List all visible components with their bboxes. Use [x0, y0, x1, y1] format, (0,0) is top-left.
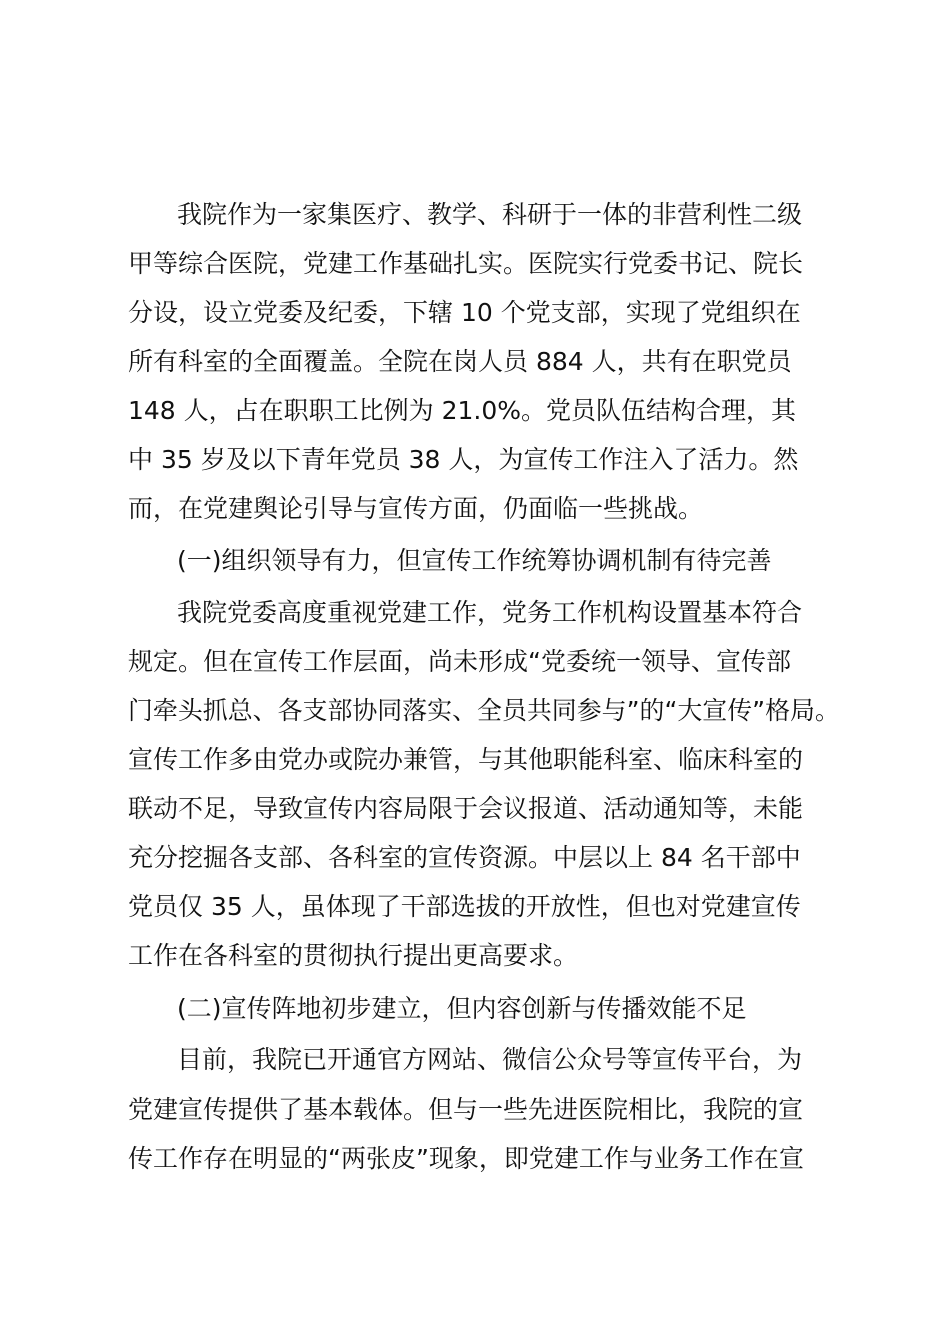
paragraph-2-line-1: 我院党委高度重视党建工作，党务工作机构设置基本符合	[177, 598, 803, 627]
section-heading-2: (二)宣传阵地初步建立，但内容创新与传播效能不足	[177, 994, 747, 1023]
paragraph-1-line-2: 甲等综合医院，党建工作基础扎实。医院实行党委书记、院长	[128, 249, 804, 278]
paragraph-1-line-3: 分设，设立党委及纪委，下辖 10 个党支部，实现了党组织在	[128, 298, 801, 327]
paragraph-2-line-3: 门牵头抓总、各支部协同落实、全员共同参与”的“大宣传”格局。	[128, 696, 840, 725]
paragraph-2-line-6: 充分挖掘各支部、各科室的宣传资源。中层以上 84 名干部中	[128, 843, 801, 872]
paragraph-2-line-5: 联动不足，导致宣传内容局限于会议报道、活动通知等，未能	[128, 794, 804, 823]
paragraph-3-line-2: 党建宣传提供了基本载体。但与一些先进医院相比，我院的宣	[128, 1095, 804, 1124]
paragraph-2-line-7: 党员仅 35 人，虽体现了干部选拔的开放性，但也对党建宣传	[128, 892, 801, 921]
paragraph-1-line-6: 中 35 岁及以下青年党员 38 人，为宣传工作注入了活力。然	[128, 445, 799, 474]
paragraph-2-line-4: 宣传工作多由党办或院办兼管，与其他职能科室、临床科室的	[128, 745, 804, 774]
paragraph-1-line-4: 所有科室的全面覆盖。全院在岗人员 884 人，共有在职党员	[128, 347, 792, 376]
paragraph-1-line-7: 而，在党建舆论引导与宣传方面，仍面临一些挑战。	[128, 494, 704, 523]
paragraph-3-line-1: 目前，我院已开通官方网站、微信公众号等宣传平台，为	[177, 1045, 803, 1074]
paragraph-3-line-3: 传工作存在明显的“两张皮”现象，即党建工作与业务工作在宣	[128, 1144, 804, 1173]
section-heading-1: (一)组织领导有力，但宣传工作统筹协调机制有待完善	[177, 546, 772, 575]
paragraph-1-line-1: 我院作为一家集医疗、教学、科研于一体的非营利性二级	[177, 200, 803, 229]
paragraph-2-line-2: 规定。但在宣传工作层面，尚未形成“党委统一领导、宣传部	[128, 647, 791, 676]
paragraph-2-line-8: 工作在各科室的贯彻执行提出更高要求。	[128, 941, 579, 970]
paragraph-1-line-5: 148 人，占在职职工比例为 21.0%。党员队伍结构合理，其	[128, 396, 797, 425]
